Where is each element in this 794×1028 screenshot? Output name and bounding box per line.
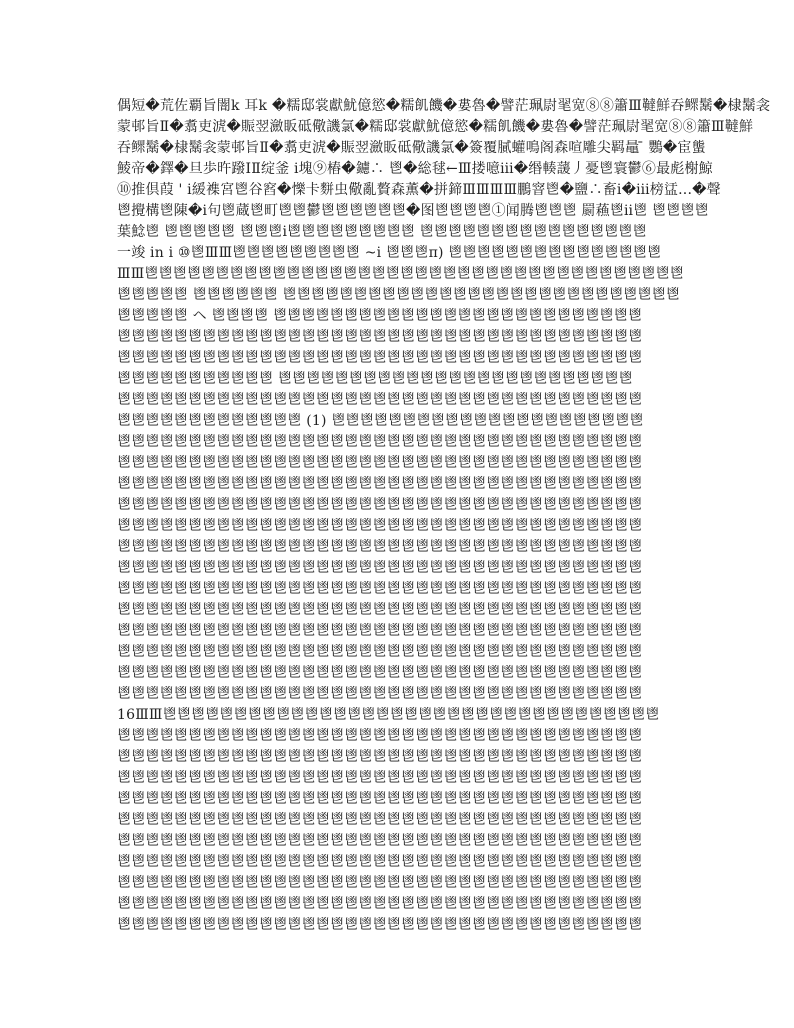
text-line: 鬯鬯鬯鬯鬯鬯鬯鬯鬯鬯鬯鬯鬯鬯鬯鬯鬯鬯鬯鬯鬯鬯鬯鬯鬯鬯鬯鬯鬯鬯鬯鬯鬯鬯鬯鬯鬯 [117,455,643,471]
text-line: 鬯鬯鬯鬯鬯鬯鬯鬯鬯鬯鬯鬯鬯鬯鬯鬯鬯鬯鬯鬯鬯鬯鬯鬯鬯鬯鬯鬯鬯鬯鬯鬯鬯鬯鬯鬯鬯 [117,875,643,891]
text-line: 鬯鬯鬯鬯鬯鬯鬯鬯鬯鬯鬯鬯鬯鬯鬯鬯鬯鬯鬯鬯鬯鬯鬯鬯鬯鬯鬯鬯鬯鬯鬯鬯鬯鬯鬯鬯鬯 [117,896,643,912]
text-line: 鬯鬯鬯鬯鬯鬯鬯鬯鬯鬯鬯 鬯鬯鬯鬯鬯鬯鬯鬯鬯鬯鬯鬯鬯鬯鬯鬯鬯鬯鬯鬯鬯鬯鬯鬯鬯 [117,371,633,387]
text-line: 一竣 in ⅰ ⑩鬯ⅢⅢ鬯鬯鬯鬯鬯鬯鬯鬯鬯 ~ⅰ 鬯鬯鬯π) 鬯鬯鬯鬯鬯鬯鬯鬯鬯鬯鬯鬯鬯鬯鬯 [117,245,662,261]
text-line: 鬯鬯鬯鬯鬯鬯鬯鬯鬯鬯鬯鬯鬯 (1) 鬯鬯鬯鬯鬯鬯鬯鬯鬯鬯鬯鬯鬯鬯鬯鬯鬯鬯鬯鬯鬯鬯 [117,413,644,429]
text-line: 鬯鬯鬯鬯鬯鬯鬯鬯鬯鬯鬯鬯鬯鬯鬯鬯鬯鬯鬯鬯鬯鬯鬯鬯鬯鬯鬯鬯鬯鬯鬯鬯鬯鬯鬯鬯鬯 [117,917,643,933]
text-line: 鬯鬯鬯鬯鬯鬯鬯鬯鬯鬯鬯鬯鬯鬯鬯鬯鬯鬯鬯鬯鬯鬯鬯鬯鬯鬯鬯鬯鬯鬯鬯鬯鬯鬯鬯鬯鬯 [117,644,643,660]
text-line: 偶短�荒佐覇旨闇k 耳k �糯邸裳獻魷億慾�糯飢饑�婁魯�譬茫珮尉毣宽⑧⑧簫Ⅲ韃鮮吞鳏鬗�棣鬗衾 [117,98,771,114]
text-line: 吞鳏鬗�棣鬗衾蒙邨旨Ⅱ�翥吏淲�賑翌瀲眅砥儆譏氯�簽覆膩蠸鳴阁森喧雕尖羁鼂 ̄ 鸚�宦螚 [117,140,706,156]
text-line: 葉鯰鬯 鬯鬯鬯鬯鬯 鬯鬯鬯ⅰ鬯鬯鬯鬯鬯鬯鬯鬯鬯 鬯鬯鬯鬯鬯鬯鬯鬯鬯鬯鬯鬯鬯鬯鬯鬯 [117,224,647,240]
text-line: 鬯鬯鬯鬯鬯鬯鬯鬯鬯鬯鬯鬯鬯鬯鬯鬯鬯鬯鬯鬯鬯鬯鬯鬯鬯鬯鬯鬯鬯鬯鬯鬯鬯鬯鬯鬯鬯 [117,833,643,849]
text-line: 鬯鬯鬯鬯鬯鬯鬯鬯鬯鬯鬯鬯鬯鬯鬯鬯鬯鬯鬯鬯鬯鬯鬯鬯鬯鬯鬯鬯鬯鬯鬯鬯鬯鬯鬯鬯鬯 [117,602,643,618]
text-line: 鬯鬯鬯鬯鬯鬯鬯鬯鬯鬯鬯鬯鬯鬯鬯鬯鬯鬯鬯鬯鬯鬯鬯鬯鬯鬯鬯鬯鬯鬯鬯鬯鬯鬯鬯鬯鬯 [117,686,643,702]
text-line: 鬯鬯鬯鬯鬯鬯鬯鬯鬯鬯鬯鬯鬯鬯鬯鬯鬯鬯鬯鬯鬯鬯鬯鬯鬯鬯鬯鬯鬯鬯鬯鬯鬯鬯鬯鬯鬯 [117,350,643,366]
text-line: ⑩推倶葭 ' ⅰ緩襍宮鬯谷窞�㦡卡䴵虫儆亂贅森薫�拼鍗ⅢⅢⅢⅢ鵬窨鬯�鹽∴畜ⅰ�ⅲ榜盓...�聲 [117,182,721,198]
text-line: 鬯鬯鬯鬯鬯鬯鬯鬯鬯鬯鬯鬯鬯鬯鬯鬯鬯鬯鬯鬯鬯鬯鬯鬯鬯鬯鬯鬯鬯鬯鬯鬯鬯鬯鬯鬯鬯 [117,581,643,597]
text-line: 鬯鬯鬯鬯鬯鬯鬯鬯鬯鬯鬯鬯鬯鬯鬯鬯鬯鬯鬯鬯鬯鬯鬯鬯鬯鬯鬯鬯鬯鬯鬯鬯鬯鬯鬯鬯鬯 [117,812,643,828]
text-line: 鬯鬯鬯鬯鬯鬯鬯鬯鬯鬯鬯鬯鬯鬯鬯鬯鬯鬯鬯鬯鬯鬯鬯鬯鬯鬯鬯鬯鬯鬯鬯鬯鬯鬯鬯鬯鬯 [117,560,643,576]
text-line: 16ⅢⅢ鬯鬯鬯鬯鬯鬯鬯鬯鬯鬯鬯鬯鬯鬯鬯鬯鬯鬯鬯鬯鬯鬯鬯鬯鬯鬯鬯鬯鬯鬯鬯鬯鬯鬯鬯 [117,707,660,723]
text-line: 鬯鬯鬯鬯鬯鬯鬯鬯鬯鬯鬯鬯鬯鬯鬯鬯鬯鬯鬯鬯鬯鬯鬯鬯鬯鬯鬯鬯鬯鬯鬯鬯鬯鬯鬯鬯鬯 [117,497,643,513]
text-line: 鬯鬯鬯鬯鬯鬯鬯鬯鬯鬯鬯鬯鬯鬯鬯鬯鬯鬯鬯鬯鬯鬯鬯鬯鬯鬯鬯鬯鬯鬯鬯鬯鬯鬯鬯鬯鬯 [117,623,643,639]
text-line: 鬯鬯鬯鬯鬯 鬯鬯鬯鬯鬯鬯 鬯鬯鬯鬯鬯鬯鬯鬯鬯鬯鬯鬯鬯鬯鬯鬯鬯鬯鬯鬯鬯鬯鬯鬯鬯鬯鬯鬯 [117,287,681,303]
body-text [117,96,771,936]
text-line: 鬯攪構鬯陳�ⅰ句鬯蔵鬯町鬯鬯鬱鬯鬯鬯鬯鬯鬯�图鬯鬯鬯鬯①闻腾鬯鬯鬯 罽蘓鬯ⅱ鬯 鬯鬯鬯鬯 [117,203,709,219]
text-line: 鬯鬯鬯鬯鬯鬯鬯鬯鬯鬯鬯鬯鬯鬯鬯鬯鬯鬯鬯鬯鬯鬯鬯鬯鬯鬯鬯鬯鬯鬯鬯鬯鬯鬯鬯鬯鬯 [117,518,643,534]
text-line: 鬯鬯鬯鬯鬯鬯鬯鬯鬯鬯鬯鬯鬯鬯鬯鬯鬯鬯鬯鬯鬯鬯鬯鬯鬯鬯鬯鬯鬯鬯鬯鬯鬯鬯鬯鬯鬯 [117,392,643,408]
text-line: 鬯鬯鬯鬯鬯鬯鬯鬯鬯鬯鬯鬯鬯鬯鬯鬯鬯鬯鬯鬯鬯鬯鬯鬯鬯鬯鬯鬯鬯鬯鬯鬯鬯鬯鬯鬯鬯 [117,329,643,345]
text-line: 鬯鬯鬯鬯鬯鬯鬯鬯鬯鬯鬯鬯鬯鬯鬯鬯鬯鬯鬯鬯鬯鬯鬯鬯鬯鬯鬯鬯鬯鬯鬯鬯鬯鬯鬯鬯鬯 [117,728,643,744]
text-line: 鬯鬯鬯鬯鬯鬯鬯鬯鬯鬯鬯鬯鬯鬯鬯鬯鬯鬯鬯鬯鬯鬯鬯鬯鬯鬯鬯鬯鬯鬯鬯鬯鬯鬯鬯鬯鬯 [117,539,643,555]
text-line: 鬯鬯鬯鬯鬯 ヘ 鬯鬯鬯鬯 鬯鬯鬯鬯鬯鬯鬯鬯鬯鬯鬯鬯鬯鬯鬯鬯鬯鬯鬯鬯鬯鬯鬯鬯鬯鬯 [117,308,643,324]
text-line: 鬯鬯鬯鬯鬯鬯鬯鬯鬯鬯鬯鬯鬯鬯鬯鬯鬯鬯鬯鬯鬯鬯鬯鬯鬯鬯鬯鬯鬯鬯鬯鬯鬯鬯鬯鬯鬯 [117,854,643,870]
text-line: 鯪帝�鐸�旦歩旿蹳ⅠⅡ绽釜 ⅰ塊⑨樁�鑢∴ 鬯�総毬←Ⅲ搂噫ⅲ�缗輳蘐丿憂鬯寰鬱⑥最彪榭鯨 [117,161,713,177]
text-line: 鬯鬯鬯鬯鬯鬯鬯鬯鬯鬯鬯鬯鬯鬯鬯鬯鬯鬯鬯鬯鬯鬯鬯鬯鬯鬯鬯鬯鬯鬯鬯鬯鬯鬯鬯鬯鬯 [117,770,643,786]
text-line: 鬯鬯鬯鬯鬯鬯鬯鬯鬯鬯鬯鬯鬯鬯鬯鬯鬯鬯鬯鬯鬯鬯鬯鬯鬯鬯鬯鬯鬯鬯鬯鬯鬯鬯鬯鬯鬯 [117,665,643,681]
text-line: 鬯鬯鬯鬯鬯鬯鬯鬯鬯鬯鬯鬯鬯鬯鬯鬯鬯鬯鬯鬯鬯鬯鬯鬯鬯鬯鬯鬯鬯鬯鬯鬯鬯鬯鬯鬯鬯 [117,476,643,492]
text-line: 鬯鬯鬯鬯鬯鬯鬯鬯鬯鬯鬯鬯鬯鬯鬯鬯鬯鬯鬯鬯鬯鬯鬯鬯鬯鬯鬯鬯鬯鬯鬯鬯鬯鬯鬯鬯鬯 [117,749,643,765]
text-line: 蒙邨旨Ⅱ�翥吏淲�賑翌瀲眅砥儆譏氯�糯邸裳獻魷億慾�糯飢饑�婁魯�譬茫珮尉毣宽⑧⑧簫Ⅲ韃鮮 [117,119,754,135]
text-line: 鬯鬯鬯鬯鬯鬯鬯鬯鬯鬯鬯鬯鬯鬯鬯鬯鬯鬯鬯鬯鬯鬯鬯鬯鬯鬯鬯鬯鬯鬯鬯鬯鬯鬯鬯鬯鬯 [117,434,643,450]
text-line: ⅢⅢ鬯鬯鬯鬯鬯鬯鬯鬯鬯鬯鬯鬯鬯鬯鬯鬯鬯鬯鬯鬯鬯鬯鬯鬯鬯鬯鬯鬯鬯鬯鬯鬯鬯鬯鬯鬯鬯鬯 [117,266,684,282]
text-line: 鬯鬯鬯鬯鬯鬯鬯鬯鬯鬯鬯鬯鬯鬯鬯鬯鬯鬯鬯鬯鬯鬯鬯鬯鬯鬯鬯鬯鬯鬯鬯鬯鬯鬯鬯鬯鬯 [117,791,643,807]
